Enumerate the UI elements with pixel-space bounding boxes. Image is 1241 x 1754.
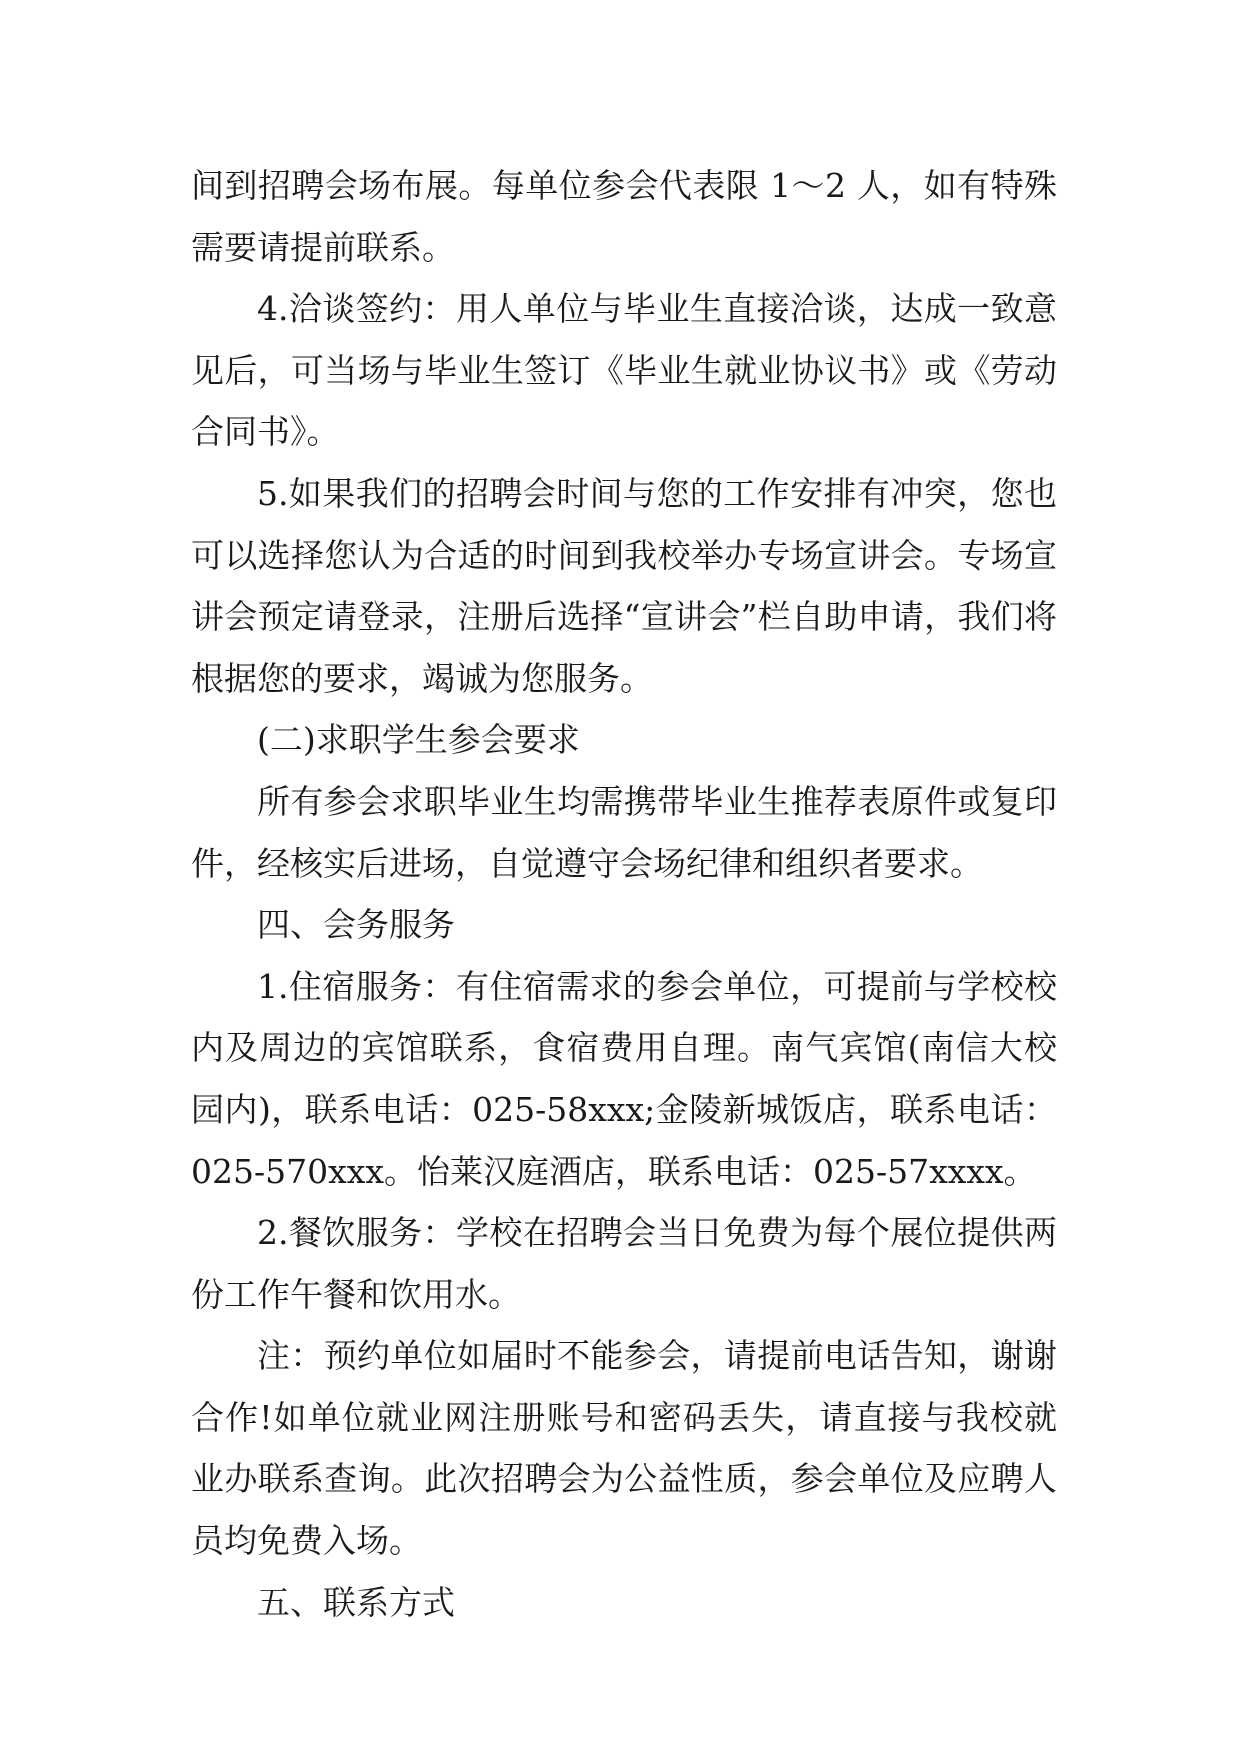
paragraph-catering-service: 2.餐饮服务：学校在招聘会当日免费为每个展位提供两份工作午餐和饮用水。 (191, 1213, 1057, 1314)
paragraph-booth-setup: 间到招聘会场布展。每单位参会代表限 1～2 人，如有特殊需要请提前联系。 (191, 166, 1057, 267)
document-body (191, 155, 1057, 1633)
section-heading-contact: 五、联系方式 (257, 1582, 455, 1622)
paragraph-accommodation-service: 1.住宿服务：有住宿需求的参会单位，可提前与学校校内及周边的宾馆联系，食宿费用自理。南气宾馆(南信大校园内)，联系电话：025-58xxx;金陵新城饭店，联系电话：025-570xxx。怡莱汉庭酒店，联系电话：025-57xxxx。 (191, 966, 1057, 1191)
paragraph-special-presentation: 5.如果我们的招聘会时间与您的工作安排有冲突，您也可以选择您认为合适的时间到我校举办专场宣讲会。专场宣讲会预定请登录，注册后选择“宣讲会”栏自助申请，我们将根据您的要求，竭诚为您服务。 (191, 473, 1057, 698)
section-heading-conference-services: 四、会务服务 (257, 905, 455, 945)
paragraph-student-requirements: 所有参会求职毕业生均需携带毕业生推荐表原件或复印件，经核实后进场，自觉遵守会场纪律和组织者要求。 (191, 781, 1057, 883)
paragraph-negotiation-signing: 4.洽谈签约：用人单位与毕业生直接洽谈，达成一致意见后，可当场与毕业生签订《毕业生就业协议书》或《劳动合同书》。 (191, 289, 1057, 452)
paragraph-note: 注：预约单位如届时不能参会，请提前电话告知，谢谢合作!如单位就业网注册账号和密码丢失，请直接与我校就业办联系查询。此次招聘会为公益性质，参会单位及应聘人员均免费入场。 (191, 1336, 1057, 1561)
section-heading-student-requirements: (二)求职学生参会要求 (257, 720, 580, 760)
